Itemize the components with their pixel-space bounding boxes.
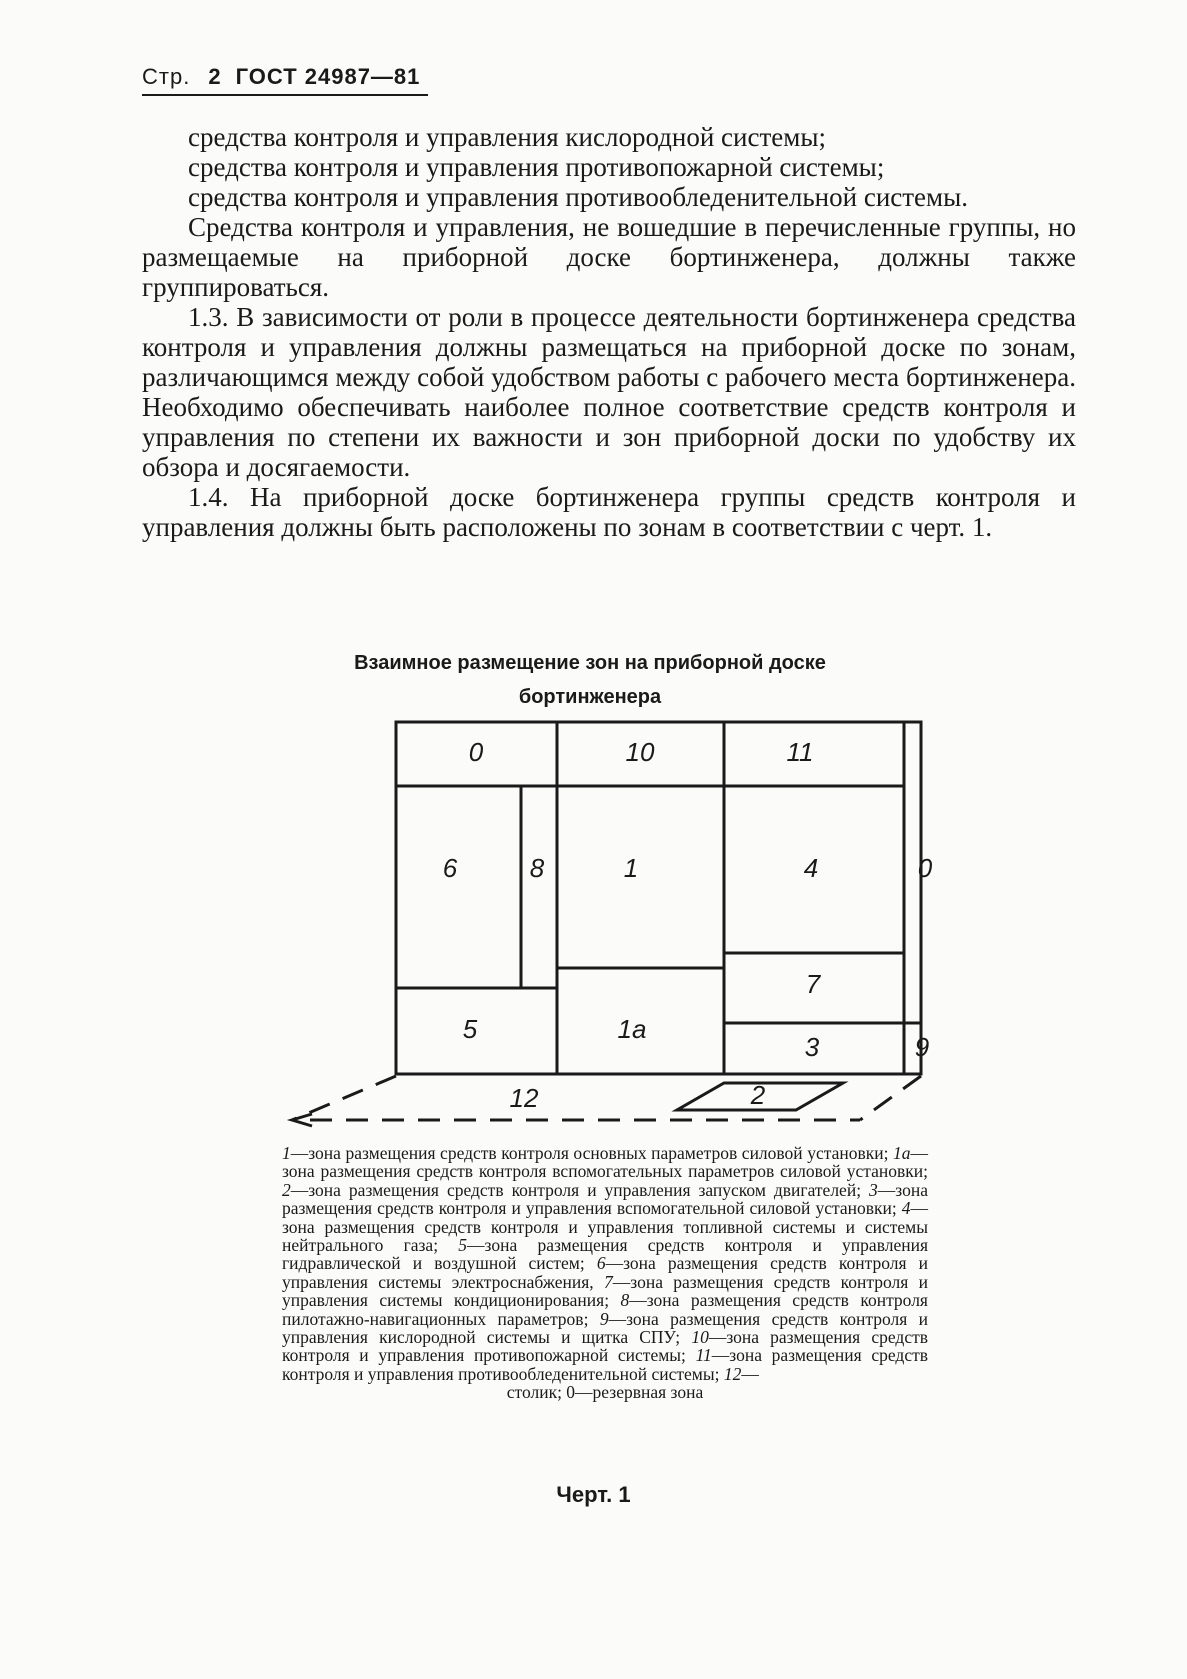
- legend-text-12: —: [741, 1363, 759, 1384]
- legend-key-8: 8: [620, 1290, 630, 1311]
- list-item-fire: средства контроля и управления противопожарной системы;: [188, 152, 885, 182]
- legend-key-5: 5: [458, 1235, 468, 1256]
- zone-label-10: 10: [625, 737, 655, 767]
- zone-label-1a: 1а: [617, 1014, 647, 1044]
- table-corner-mark: [292, 1114, 312, 1126]
- zone-label-5: 5: [462, 1014, 478, 1044]
- legend-text-1: —зона размещения средств контроля основных параметров силовой установки;: [290, 1143, 893, 1163]
- legend-key-2: 2: [282, 1179, 291, 1200]
- zone-label-12: 12: [509, 1083, 539, 1113]
- legend-key-6: 6: [596, 1253, 606, 1274]
- body-text: [142, 122, 1076, 542]
- zone-diagram: [280, 710, 970, 1140]
- zone-label-0-right: 0: [917, 853, 933, 883]
- legend-key-9: 9: [599, 1308, 609, 1329]
- list-item-oxygen: средства контроля и управления кислородной системы;: [188, 122, 826, 152]
- legend-key-11: 11: [695, 1345, 712, 1366]
- zone-label-3: 3: [804, 1032, 820, 1062]
- legend-text-5: —зона размещения средств контроля и управления гидравлической и воздушной систем;: [282, 1235, 929, 1274]
- legend-key-1a: 1а: [893, 1143, 911, 1163]
- standard-number: ГОСТ 24987—81: [235, 64, 421, 89]
- legend-key-3: 3: [869, 1179, 878, 1200]
- figure-title: [300, 646, 880, 714]
- legend-text-4: —зона размещения средств контроля и управления топливной системы и системы нейтрального газа;: [282, 1198, 928, 1256]
- legend-text-10: —зона размещения средств контроля и управления противопожарной системы;: [282, 1327, 929, 1366]
- table-dash-left: [292, 1076, 396, 1120]
- zone-label-0-top: 0: [468, 737, 484, 767]
- zone-label-9: 9: [914, 1032, 930, 1062]
- legend-tail: столик; 0—резервная зона: [506, 1382, 704, 1403]
- figure-title-line-1: Взаимное размещение зон на приборной доске: [354, 652, 826, 674]
- legend-text-7: —зона размещения средств контроля и управления системы кондиционирования;: [282, 1271, 928, 1311]
- page-label: Стр.: [142, 64, 191, 89]
- legend-text-6: —зона размещения средств контроля и управления системы электроснабжения,: [282, 1253, 928, 1292]
- figure-legend: [282, 1144, 928, 1402]
- zone-label-4: 4: [803, 853, 819, 883]
- zone-label-8: 8: [529, 853, 545, 883]
- legend-key-4: 4: [901, 1198, 911, 1219]
- zone-label-1: 1: [623, 853, 639, 883]
- legend-text-8: —зона размещения средств контроля пилотажно-навигационных параметров;: [282, 1290, 928, 1329]
- list-item-anti-icing: средства контроля и управления противообледенительной системы.: [188, 182, 969, 212]
- legend-text-1a: —зона размещения средств контроля вспомогательных параметров силовой установки;: [282, 1143, 928, 1182]
- legend-key-10: 10: [691, 1327, 709, 1348]
- legend-key-12: 12: [723, 1363, 742, 1384]
- legend-text-9: —зона размещения средств контроля и управления кислородной системы и щитка СПУ;: [282, 1308, 928, 1348]
- zone-label-11: 11: [786, 737, 814, 767]
- legend-body: [282, 1144, 928, 1383]
- paragraph-other-groups: Средства контроля и управления, не вошедшие в перечисленные группы, но размещаемые на приборной доске бортинженера, должны также группироваться.: [142, 212, 1076, 302]
- figure-caption: Черт. 1: [556, 1482, 631, 1507]
- zone-label-6: 6: [442, 853, 458, 883]
- paragraph-1-4: 1.4. На приборной доске бортинженера группы средств контроля и управления должны быть расположены по зонам в соответствии с черт. 1.: [142, 482, 1076, 542]
- legend-text-2: —зона размещения средств контроля и управления запуском двигателей;: [290, 1179, 870, 1200]
- page-header: [142, 64, 428, 96]
- table-dash-right: [860, 1076, 921, 1120]
- zone-label-7: 7: [805, 969, 821, 999]
- page-number: 2: [208, 64, 222, 89]
- paragraph-1-3: 1.3. В зависимости от роли в процессе деятельности бортинженера средства контроля и управления должны размещаться на приборной доске по зонам, различающимся между собой удобством работы с рабочего места бортинженера. Необходимо обеспечивать наиболее полное соответствие средств контроля и управления по степени их важности и зон приборной доски по удобству их обзора и досягаемости.: [142, 302, 1076, 482]
- zone-label-2: 2: [750, 1080, 766, 1110]
- legend-text-3: —зона размещения средств контроля и управления вспомогательной силовой установки;: [282, 1179, 928, 1219]
- legend-key-7: 7: [604, 1271, 613, 1292]
- legend-text-11: —зона размещения средств контроля и управления противообледенительной системы;: [282, 1345, 928, 1384]
- legend-key-1: 1: [282, 1143, 291, 1163]
- figure-title-line-2: бортинженера: [518, 686, 662, 708]
